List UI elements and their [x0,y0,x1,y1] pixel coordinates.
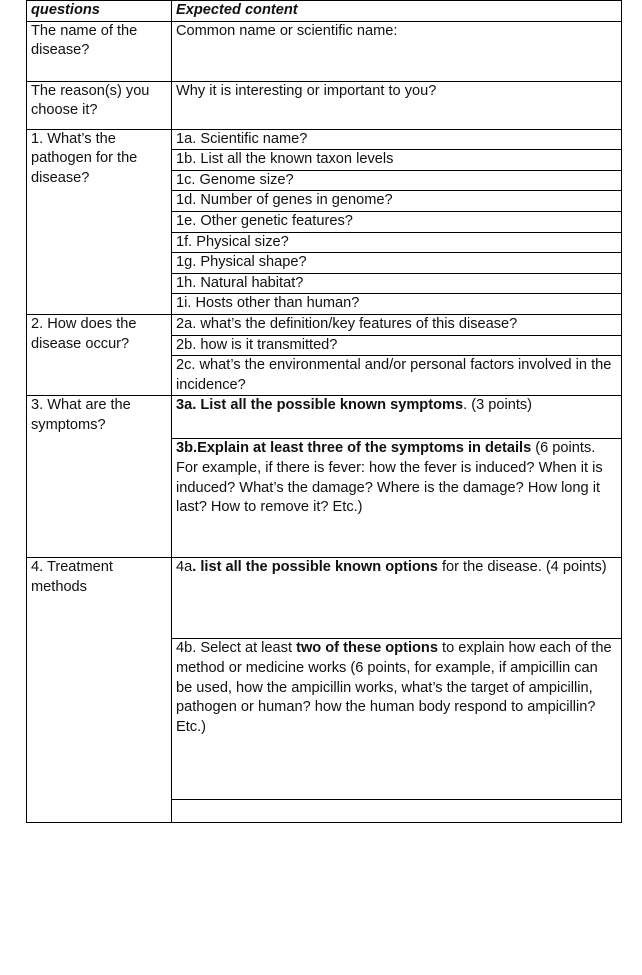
expected-1i: 1i. Hosts other than human? [172,294,622,315]
expected-4b-rest: to explain how each of the method or medicine works (6 points, for example, if ampicillin can be used, how the ampicillin works, what’s the target of ampicillin, pathogen or human? how the human body respond to ampicillin? Etc.) [176,640,612,735]
expected-3a-rest: . (3 points) [463,397,533,414]
expected-blank [172,800,622,823]
header-questions: questions [27,1,172,22]
table-row [27,396,622,439]
table-header-row [27,1,622,22]
expected-3b [172,439,622,558]
expected-4a [172,558,622,639]
expected-4a-bold: . list all the possible known options [192,559,438,576]
table-row [27,81,622,129]
assignment-document [26,0,621,823]
expected-1g: 1g. Physical shape? [172,253,622,274]
table-row [27,129,622,150]
expected-1a: 1a. Scientific name? [172,129,622,150]
expected-4b [172,639,622,800]
expected-3a-bold: 3a. List all the possible known symptoms [176,397,464,414]
table-row [27,21,622,81]
question-pathogen: 1. What’s the pathogen for the disease? [27,129,172,314]
expected-4a-pre: 4a [176,559,193,576]
question-disease-name: The name of the disease? [27,21,172,81]
expected-2b: 2b. how is it transmitted? [172,335,622,356]
expected-4b-pre: 4b. Select at least [176,640,297,657]
expected-4b-bold: two of these options [296,640,438,657]
expected-3b-bold: 3b.Explain at least three of the symptoms in details [176,440,532,457]
question-reason: The reason(s) you choose it? [27,81,172,129]
expected-1c: 1c. Genome size? [172,170,622,191]
expected-3b-rest: (6 points. For example, if there is fever: how the fever is induced? When it is induced? What’s the damage? Where is the damage? How long it last? How to remove it? Etc.) [176,440,603,516]
expected-disease-name: Common name or scientific name: [172,21,622,81]
table-row [27,314,622,335]
expected-1e: 1e. Other genetic features? [172,211,622,232]
expected-4a-rest: for the disease. (4 points) [437,559,607,576]
question-occur: 2. How does the disease occur? [27,314,172,395]
questions-table [26,0,622,823]
question-treatment: 4. Treatment methods [27,558,172,823]
expected-2a: 2a. what’s the definition/key features of this disease? [172,314,622,335]
expected-1f: 1f. Physical size? [172,232,622,253]
expected-reason: Why it is interesting or important to you? [172,81,622,129]
expected-1b: 1b. List all the known taxon levels [172,150,622,171]
expected-2c: 2c. what’s the environmental and/or personal factors involved in the incidence? [172,356,622,396]
question-symptoms: 3. What are the symptoms? [27,396,172,558]
expected-1d: 1d. Number of genes in genome? [172,191,622,212]
expected-3a [172,396,622,439]
table-row [27,558,622,639]
expected-1h: 1h. Natural habitat? [172,273,622,294]
header-expected-content: Expected content [172,1,622,22]
